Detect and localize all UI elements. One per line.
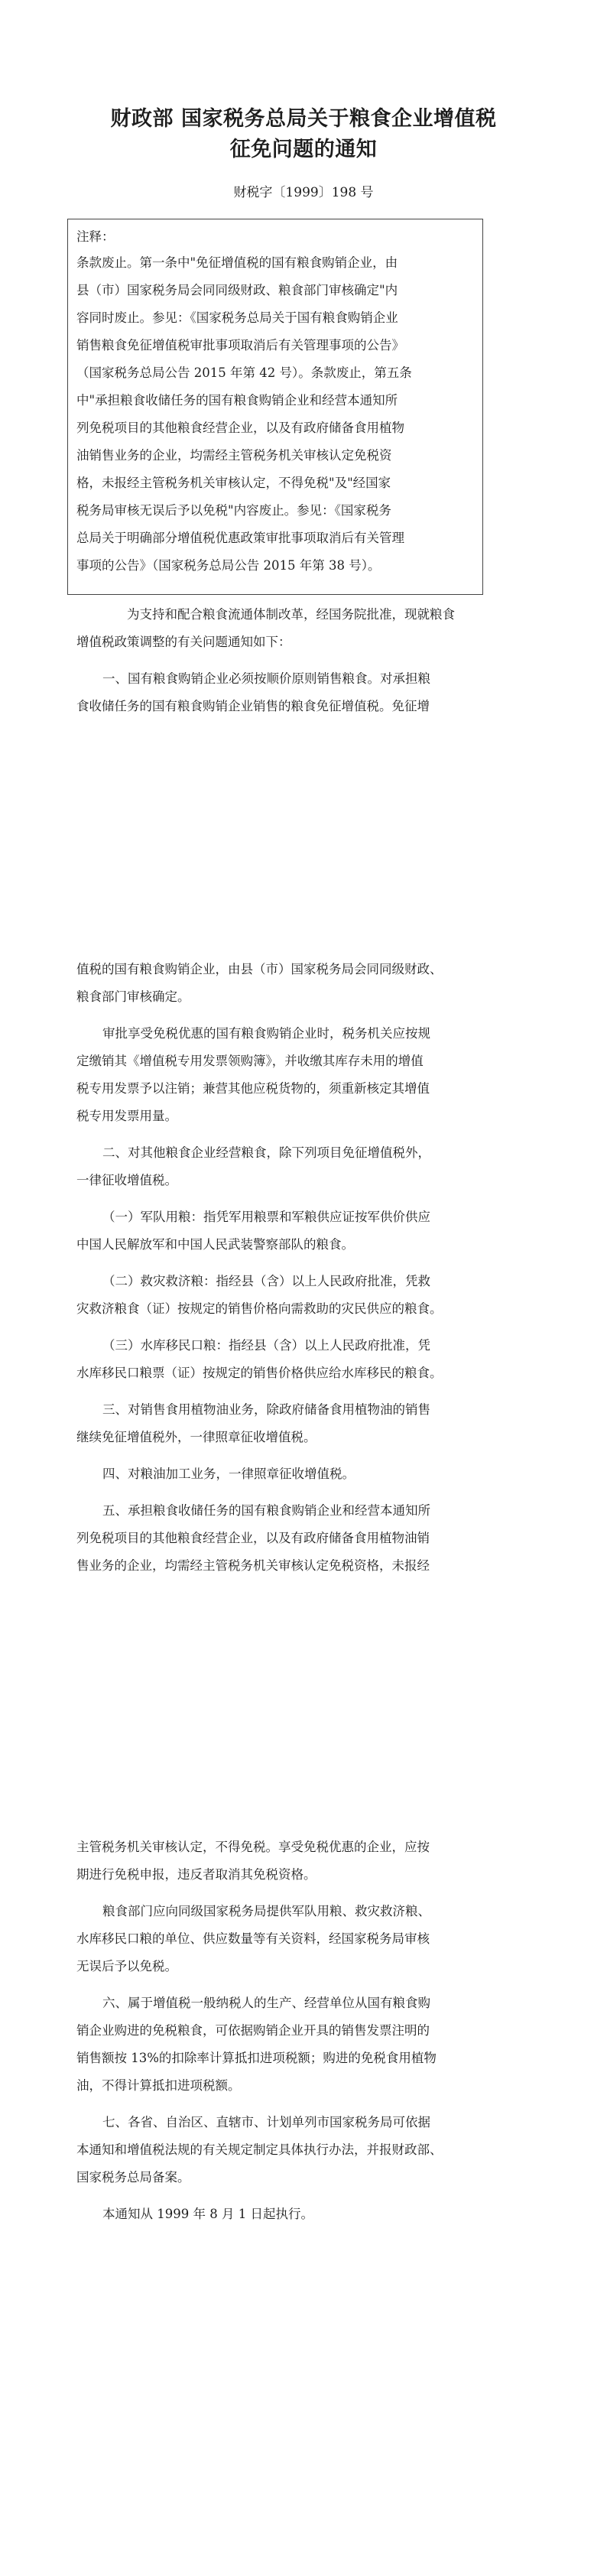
document-number: 财税字〔1999〕198 号 xyxy=(233,185,374,200)
article-6-line: 油，不得计算抵扣进项税额。 xyxy=(76,2078,241,2093)
article-3-line: 继续免征增值税外，一律照章征收增值税。 xyxy=(76,1430,316,1444)
article-5-line: 五、承担粮食收储任务的国有粮食购销企业和经营本通知所 xyxy=(102,1503,430,1518)
article-2-item-1-line: 中国人民解放军和中国人民武装警察部队的粮食。 xyxy=(76,1237,354,1252)
grain-dept-paragraph-line: 无误后予以免税。 xyxy=(76,1959,177,1973)
article-7-line: 国家税务总局备案。 xyxy=(76,2170,190,2185)
effective-date: 本通知从 1999 年 8 月 1 日起执行。 xyxy=(102,2207,313,2221)
annotation-line: 列免税项目的其他粮食经营企业，以及有政府储备食用植物 xyxy=(76,421,404,435)
annotation-line: 容同时废止。参见：《国家税务总局关于国有粮食购销企业 xyxy=(76,310,398,325)
grain-dept-paragraph-line: 水库移民口粮的单位、供应数量等有关资料，经国家税务局审核 xyxy=(76,1931,430,1946)
annotation-line: 中"承担粮食收储任务的国有粮食购销企业和经营本通知所 xyxy=(76,393,398,408)
article-7-line: 本通知和增值税法规的有关规定制定具体执行办法，并报财政部、 xyxy=(76,2142,443,2157)
annotation-line: （国家税务总局公告 2015 年第 42 号）。条款废止，第五条 xyxy=(76,365,412,380)
annotation-line: 县（市）国家税务局会同同级财政、粮食部门审核确定"内 xyxy=(76,283,398,297)
article-1-line: 一、国有粮食购销企业必须按顺价原则销售粮食。对承担粮 xyxy=(102,671,430,686)
article-5-continued: 期进行免税申报，违反者取消其免税资格。 xyxy=(76,1867,316,1882)
article-2-line: 一律征收增值税。 xyxy=(76,1173,177,1187)
article-2-item-3-line: （三）水库移民口粮：指经县（含）以上人民政府批准，凭 xyxy=(102,1338,430,1353)
intro-line: 为支持和配合粮食流通体制改革，经国务院批准，现就粮食 xyxy=(127,607,455,622)
audit-paragraph-line: 定缴销其《增值税专用发票领购簿》，并收缴其库存未用的增值 xyxy=(76,1054,424,1068)
article-6-line: 六、属于增值税一般纳税人的生产、经营单位从国有粮食购 xyxy=(102,1996,430,2010)
article-2-item-3-line: 水库移民口粮票（证）按规定的销售价格供应给水库移民的粮食。 xyxy=(76,1366,443,1380)
audit-paragraph-line: 税专用发票用量。 xyxy=(76,1109,177,1123)
article-2-item-2-line: 灾救济粮食（证）按规定的销售价格向需救助的灾民供应的粮食。 xyxy=(76,1301,443,1316)
grain-dept-paragraph-line: 粮食部门应向同级国家税务局提供军队用粮、救灾救济粮、 xyxy=(102,1904,430,1918)
audit-paragraph-line: 审批享受免税优惠的国有粮食购销企业时，税务机关应按规 xyxy=(102,1026,430,1041)
article-1-continued: 粮食部门审核确定。 xyxy=(76,989,190,1004)
intro-line: 增值税政策调整的有关问题通知如下： xyxy=(76,635,291,649)
article-6-line: 销售额按 13%的扣除率计算抵扣进项税额；购进的免税食用植物 xyxy=(76,2051,437,2065)
annotation-line: 条款废止。第一条中"免征增值税的国有粮食购销企业，由 xyxy=(76,255,398,270)
article-1-line: 食收储任务的国有粮食购销企业销售的粮食免征增值税。免征增 xyxy=(76,699,430,713)
annotation-label: 注释： xyxy=(76,229,115,244)
article-2-line: 二、对其他粮食企业经营粮食，除下列项目免征增值税外， xyxy=(102,1145,430,1160)
article-5-continued: 主管税务机关审核认定，不得免税。享受免税优惠的企业，应按 xyxy=(76,1840,430,1854)
article-6-line: 销企业购进的免税粮食，可依据购销企业开具的销售发票注明的 xyxy=(76,2023,430,2038)
article-2-item-1-line: （一）军队用粮：指凭军用粮票和军粮供应证按军供价供应 xyxy=(102,1210,430,1224)
document-title-line2: 征免问题的通知 xyxy=(229,138,378,161)
annotation-line: 税务局审核无误后予以免税"内容废止。参见：《国家税务 xyxy=(76,503,391,518)
annotation-line: 总局关于明确部分增值税优惠政策审批事项取消后有关管理 xyxy=(76,531,404,545)
article-3-line: 三、对销售食用植物油业务，除政府储备食用植物油的销售 xyxy=(102,1402,430,1417)
article-7-line: 七、各省、自治区、直辖市、计划单列市国家税务局可依据 xyxy=(102,2115,430,2129)
annotation-line: 事项的公告》（国家税务总局公告 2015 年第 38 号）。 xyxy=(76,558,381,573)
document-title-line1: 财政部 国家税务总局关于粮食企业增值税 xyxy=(110,107,497,131)
article-2-item-2-line: （二）救灾救济粮：指经县（含）以上人民政府批准，凭救 xyxy=(102,1274,430,1288)
article-4-line: 四、对粮油加工业务，一律照章征收增值税。 xyxy=(102,1467,355,1481)
annotation-line: 格，未报经主管税务机关审核认定，不得免税"及"经国家 xyxy=(76,476,391,490)
annotation-line: 销售粮食免征增值税审批事项取消后有关管理事项的公告》 xyxy=(76,338,404,352)
article-5-line: 列免税项目的其他粮食经营企业，以及有政府储备食用植物油销 xyxy=(76,1531,430,1545)
article-1-continued: 值税的国有粮食购销企业，由县（市）国家税务局会同同级财政、 xyxy=(76,962,443,976)
annotation-line: 油销售业务的企业，均需经主管税务机关审核认定免税资 xyxy=(76,448,392,463)
article-5-line: 售业务的企业，均需经主管税务机关审核认定免税资格，未报经 xyxy=(76,1558,430,1573)
audit-paragraph-line: 税专用发票予以注销；兼营其他应税货物的，须重新核定其增值 xyxy=(76,1081,430,1096)
